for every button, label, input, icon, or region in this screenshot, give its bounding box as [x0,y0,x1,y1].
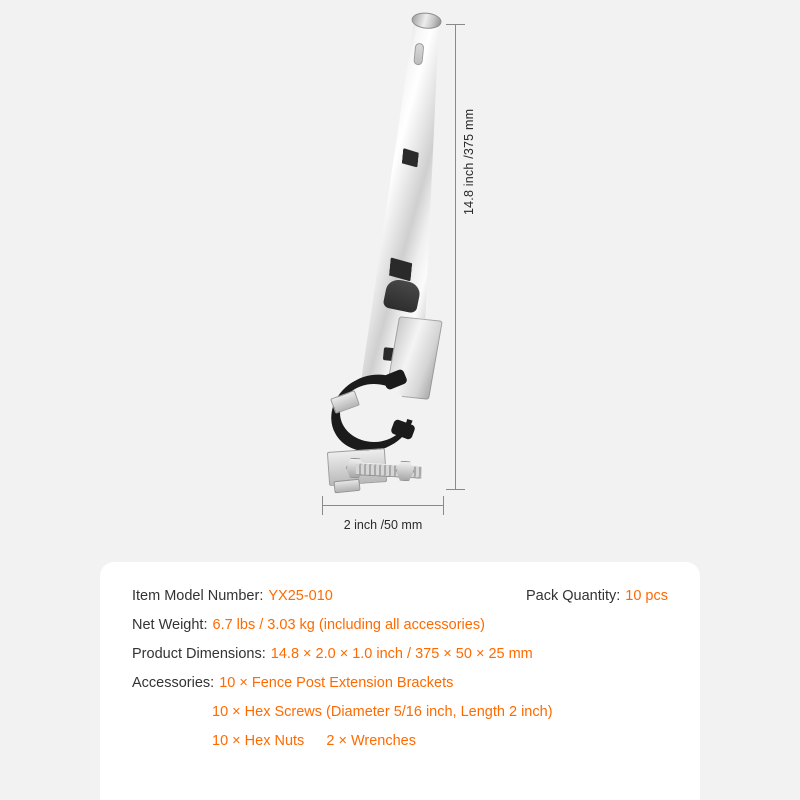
spec-weight-label: Net Weight: [132,617,208,633]
spec-accessories-label: Accessories: [132,675,215,691]
spec-model-value: YX25-010 [268,588,333,604]
spec-pack-quantity [526,588,668,604]
spec-accessories-wrenches: 2 × Wrenches [326,733,416,749]
horizontal-dimension-tick-right [443,496,444,515]
vertical-dimension-label: 14.8 inch /375 mm [462,108,476,215]
vertical-dimension-tick-bottom [446,489,465,490]
spec-accessories-line-3 [100,733,700,749]
horizontal-dimension-tick-left [322,496,323,515]
spec-dimensions-label: Product Dimensions: [132,646,266,662]
horizontal-dimension-label: 2 inch /50 mm [343,518,423,532]
spec-row-dimensions [100,646,700,662]
spec-row-weight [100,617,700,633]
vertical-dimension-line [455,24,456,490]
specification-card [100,562,700,800]
spec-row-accessories [100,675,700,691]
bolt-washer [333,479,360,494]
spec-row-model-pack [100,588,700,604]
spec-accessories-hex-nuts: 10 × Hex Nuts [212,733,305,749]
spec-weight-value: 6.7 lbs / 3.03 kg (including all accessories) [212,617,485,633]
vertical-dimension-tick-top [446,24,465,25]
spec-accessories-line-1: 10 × Fence Post Extension Brackets [219,675,454,691]
spec-model [132,588,333,604]
spec-dimensions-value: 14.8 × 2.0 × 1.0 inch / 375 × 50 × 25 mm [270,646,533,662]
spec-accessories-line-2: 10 × Hex Screws (Diameter 5/16 inch, Length 2 inch) [212,704,553,720]
spec-pack-value: 10 pcs [625,588,668,604]
horizontal-dimension-line [322,505,444,506]
spec-pack-label: Pack Quantity: [525,588,621,604]
fence-post-extension-bracket-illustration [300,18,500,518]
spec-model-label: Item Model Number: [132,588,264,604]
